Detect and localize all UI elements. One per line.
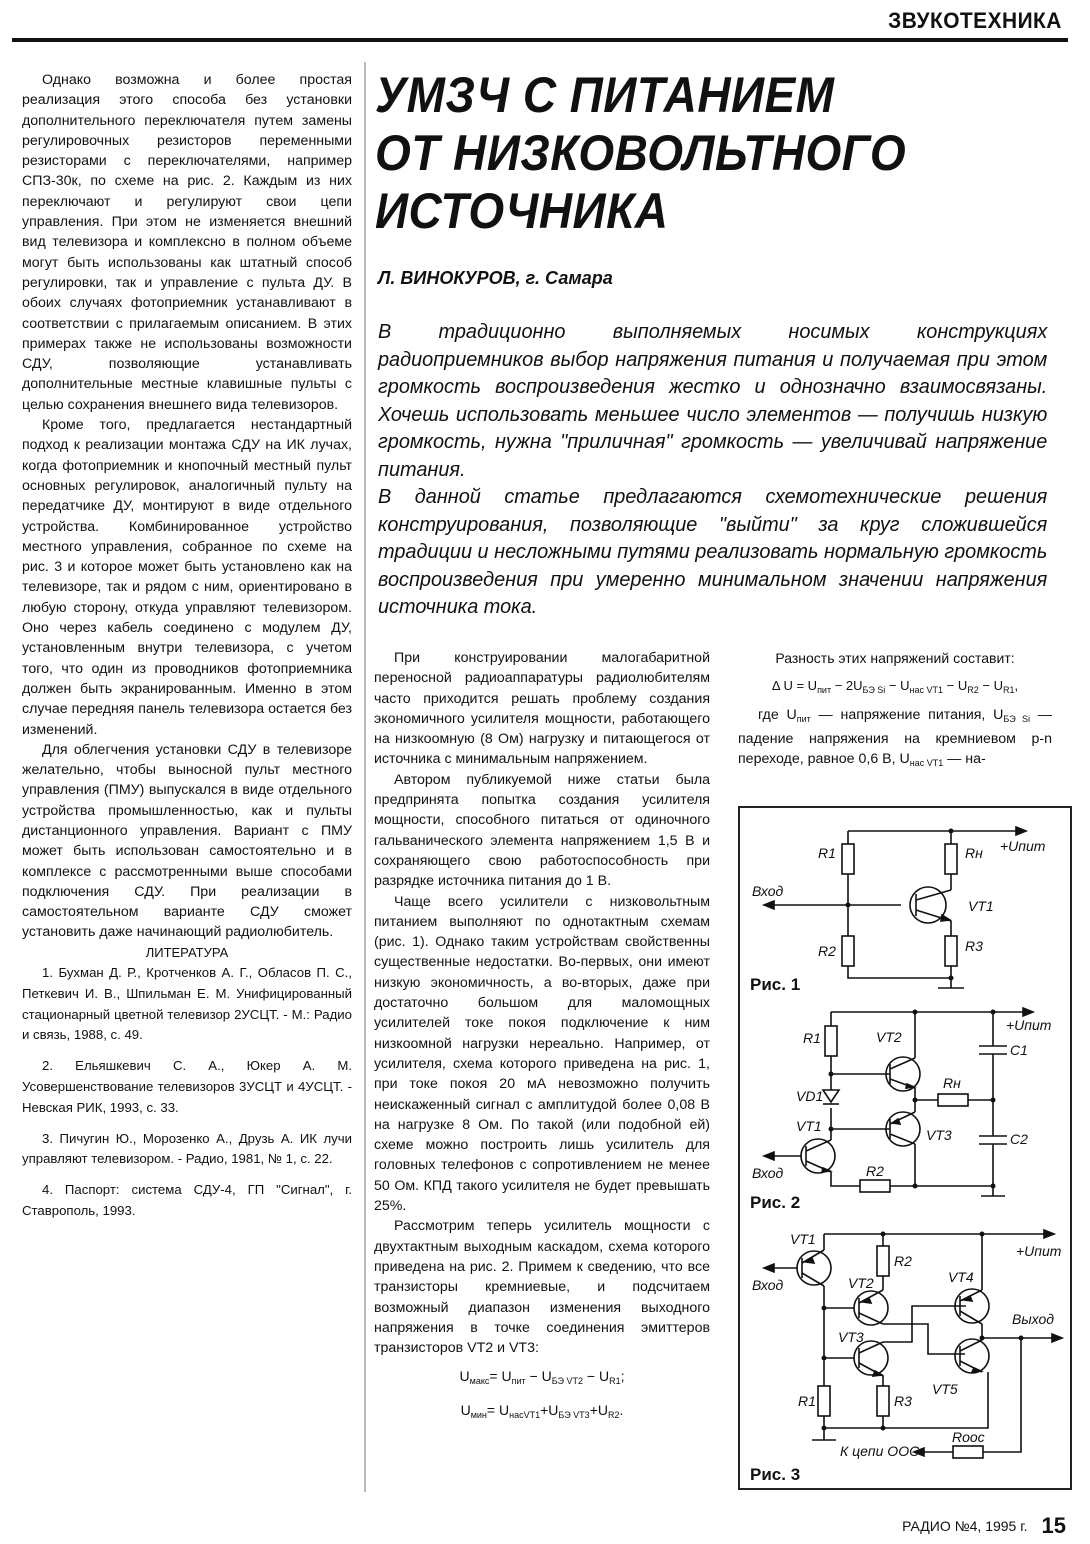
formula-end: ;	[620, 1368, 625, 1385]
label-vt2: VT2	[848, 1275, 874, 1291]
formula-term: U	[541, 1368, 552, 1385]
transistor-vt3	[854, 1341, 888, 1376]
transistor-vt1	[797, 1250, 831, 1286]
label-roos: Rоос	[952, 1429, 985, 1445]
page-footer	[902, 1513, 1066, 1539]
header-rule	[12, 38, 1068, 42]
formula-term: − 2U	[831, 678, 863, 694]
label-r1: R1	[803, 1030, 821, 1046]
label-r2: R2	[866, 1163, 884, 1179]
paragraph: Автором публикуемой ниже статьи была предпринята попытка создания усилителя мощности, способного питаться от одиночного гальванического элемента напряжением 1,5 В и сохраняющего свою работоспособность при разрядке источника питания до 1 В.	[374, 771, 710, 890]
text: — напряжение питания, U	[810, 706, 1004, 723]
paragraph: При конструировании малогабаритной переносной радиоаппаратуры радиолюбителям часто приходится решать проблему создания экономичного усилителя мощности, работающего на низкоомную (8 Ом) нагрузку и питающегося от источника с минимальным напряжением.	[374, 650, 710, 768]
label-c2: C2	[1010, 1131, 1028, 1147]
text: — падение напряжения на кремниевом p-n переходе, равное 0,6 В, U	[738, 706, 1052, 768]
figure-2-schematic	[738, 998, 1072, 1216]
label-r2: R2	[894, 1253, 912, 1269]
title-line: ОТ НИЗКОВОЛЬТНОГО	[375, 125, 907, 181]
paragraph: Рассмотрим теперь усилитель мощности с двухтактным выходным каскадом, схема которого приведена на рис. 2. Примем к сведению, что все транзисторы кремниевые, и подсчитаем возможный диапазон изменения выходного напряжения в точке соединения эмиттеров транзисторов VT2 и VT3:	[374, 1218, 710, 1357]
wires	[764, 1230, 1062, 1456]
formula-end: .	[619, 1401, 624, 1418]
resistor-roos	[953, 1446, 983, 1458]
text: — на-	[943, 751, 986, 768]
formula-term: U	[597, 1401, 608, 1418]
journal-issue: РАДИО №4, 1995 г.	[902, 1518, 1028, 1534]
label-vt4: VT4	[948, 1269, 974, 1285]
formula-sub: пит	[511, 1376, 526, 1387]
formula-delta	[738, 676, 1052, 700]
author-byline: Л. ВИНОКУРОВ, г. Самара	[378, 268, 613, 288]
reference-item: 1. Бухман Д. Р., Кротченков А. Г., Обласов П. С., Петкевич И. В., Шпильман Е. М. Унифицированный стационарный цветной телевизор 2УСЦТ. - М.: Радио и связь, 1988, с. 49.	[22, 965, 352, 1043]
formula-term: − U	[943, 678, 968, 694]
label-vt1: VT1	[790, 1231, 816, 1247]
formula-term: U	[498, 1401, 510, 1418]
formula-sub: R1	[609, 1376, 621, 1387]
formula-term: U	[459, 1368, 470, 1385]
label-input: Вход	[752, 1165, 784, 1181]
paragraph	[738, 705, 1052, 774]
resistor-r3	[877, 1386, 889, 1416]
article-title	[375, 66, 906, 240]
formula-term: Δ U = U	[771, 678, 818, 694]
label-r2: R2	[818, 943, 836, 959]
label-vt2: VT2	[876, 1029, 902, 1045]
label-supply: +Uпит	[1006, 1017, 1052, 1033]
resistor-r2	[877, 1246, 889, 1276]
transistor-vt4	[955, 1289, 989, 1324]
diode-vd1	[823, 1090, 839, 1104]
formula-sub: мин	[470, 1409, 487, 1420]
transistor-vt2	[854, 1290, 888, 1325]
literature-heading: ЛИТЕРАТУРА	[145, 944, 229, 960]
formula-sub: R1	[1002, 685, 1015, 696]
formula-term: U	[598, 1368, 610, 1385]
label-supply: +Uпит	[1016, 1243, 1062, 1259]
figure-caption: Рис. 1	[750, 975, 801, 994]
formula-term: U	[460, 1401, 471, 1418]
middle-column	[374, 648, 710, 1429]
figure-caption: Рис. 2	[750, 1193, 801, 1212]
label-r1: R1	[818, 845, 836, 861]
label-output: Выход	[1012, 1311, 1055, 1327]
title-line: ИСТОЧНИКА	[375, 183, 669, 239]
figure-1-schematic	[738, 806, 1072, 996]
resistor-r2	[842, 936, 854, 966]
article-lead	[378, 318, 1047, 621]
label-vt1: VT1	[796, 1118, 822, 1134]
formula-sub: пит	[796, 713, 811, 724]
formula-term: − U	[885, 678, 910, 694]
left-column	[22, 70, 352, 1232]
formula-term: U	[501, 1368, 512, 1385]
figure-3-schematic	[738, 1218, 1072, 1490]
formula-sub: нас VT1	[909, 685, 944, 696]
resistor-r1	[825, 1026, 837, 1056]
paragraph: Для облегчения установки СДУ в телевизоре желательно, чтобы выносной пульт местного управления (ПМУ) выпускался в виде отдельного устройства промышленностью, как и пульты дистанционного управления. Вариант с ПМУ может быть использован самостоятельно и в комплексе с рассмотренными выше способами подключения СДУ. При реализации в самостоятельном варианте СДУ сможет установить даже начинающий радиолюбитель.	[22, 741, 352, 941]
transistor-vt5	[955, 1339, 989, 1373]
resistor-rn	[938, 1094, 968, 1106]
reference-item: 2. Ельяшкевич С. А., Юкер А. М. Усовершенствование телевизоров 3УСЦТ и 4УСЦТ. - Невская РИК, 1993, с. 33.	[22, 1058, 352, 1115]
section-header: ЗВУКОТЕХНИКА	[888, 8, 1062, 33]
formula-sub: R2	[608, 1409, 620, 1420]
label-c1: C1	[1010, 1042, 1028, 1058]
formula-sub: БЭ Si	[862, 685, 886, 696]
paragraph: Чаще всего усилители с низковольтным питанием выполняют по однотактным схемам (рис. 1). Однако таким устройствам свойственны существенные недостатки. Во-первых, они имеют низкую экономичность, а во-вторых, даже при достаточно большом для маломощных усилителей токе покоя подключение к ним низкоомной нагрузки нереально. Например, от усилителя, схема которого приведена на рис. 1, при токе покоя 20 мА невозможно получить неискаженный сигнал с амплитудой более 0,08 В на нагрузке 8 Ом. По такой (или подобной ей) схеме можно построить лишь усилитель для головных телефонов с сопротивлением не менее 50 Ом. КПД такого усилителя не будет превышать 25%.	[374, 893, 710, 1215]
resistor-r3	[945, 936, 957, 966]
text: где U	[758, 706, 797, 723]
resistor-r2	[860, 1180, 890, 1192]
paragraph: Кроме того, предлагается нестандартный подход к реализации монтажа СДУ на ИК лучах, когда фотоприемник и кнопочный местный пульт основных регулировок, аналогичный пульту на передатчике ДУ, монтируют в виде отдельного устройства. Комбинированное устройство местного управления, собранное по схеме на рис. 3 и которое может быть установлено как на телевизоре, так и рядом с ним, ориентировано в любую сторону, откуда управляют телевизором. Оно через кабель соединено с модулем ДУ, установленным внутри телевизора, с учетом того, что один из проводников фотоприемника должен быть экранированным. Именно в этом случае передняя панель телевизора остается без изменений.	[22, 417, 352, 738]
transistor-vt1	[801, 1139, 835, 1173]
label-r3: R3	[965, 938, 983, 954]
reference-item: 4. Паспорт: система СДУ-4, ГП "Сигнал", г. Ставрополь, 1993.	[22, 1182, 352, 1219]
label-vt1: VT1	[968, 898, 994, 914]
title-line: УМЗЧ С ПИТАНИЕМ	[375, 67, 835, 123]
page-number: 15	[1041, 1513, 1066, 1538]
paragraph: Однако возможна и более простая реализация этого способа без установки дополнительного переключателя путем замены регулировочных резисторов переменными резисторами с переключателями, например СПЗ-30к, по схеме на рис. 2. Каждым из них переключают и регулируют свои цепи управления. При этом не изменяется внешний вид телевизора и комплексно в полном объеме могут быть использованы как штатный способ регулировки, так и управление с пульта ДУ. В обоих случаях фотоприемник устанавливают в соответствии с прилагаемым описанием. В этих примерах также не использованы возможности СДУ, позволяющие устанавливать дополнительные местные клавишные пульты с целью сохранения внешнего вида телевизоров.	[22, 72, 352, 413]
formula-sub: макс	[469, 1376, 490, 1387]
reference-item: 3. Пичугин Ю., Морозенко А., Друзь А. ИК лучи управляют телевизором. - Радио, 1981, № 1, с. 22.	[22, 1130, 352, 1167]
lead-paragraph: В традиционно выполняемых носимых конструкциях радиоприемников выбор напряжения питания и получаемая при этом громкость воспроизведения жестко и однозначно взаимосвязаны. Хочешь использовать меньшее число элементов — получишь низкую громкость, нужна "приличная" громкость — увеличивай напряжение питания.	[378, 320, 1048, 481]
formula-sub: БЭ VT2	[551, 1376, 583, 1387]
resistor-rn	[945, 844, 957, 874]
transistor-vt3	[886, 1112, 920, 1146]
label-vd1: VD1	[796, 1088, 824, 1104]
label-r3: R3	[894, 1393, 912, 1409]
resistor-r1	[818, 1386, 830, 1416]
paragraph: Разность этих напряжений составит:	[775, 650, 1015, 666]
formula-term: − U	[978, 678, 1003, 694]
formula-sub: БЭ Si	[1003, 713, 1031, 724]
formula-end: ,	[1014, 678, 1019, 694]
formula-sub: БЭ VT3	[558, 1409, 590, 1420]
transistor-vt1	[910, 887, 951, 923]
label-vt5: VT5	[932, 1381, 958, 1397]
figure-caption: Рис. 3	[750, 1465, 801, 1484]
column-divider	[364, 62, 366, 1492]
formula-sub: R2	[967, 685, 979, 696]
label-input: Вход	[752, 883, 784, 899]
formula-sub: пит	[817, 685, 832, 696]
formula-sub: насVT1	[509, 1409, 541, 1420]
label-supply: +Uпит	[1000, 838, 1046, 854]
right-column	[738, 648, 1052, 773]
formula-term: U	[548, 1401, 559, 1418]
label-vt3: VT3	[926, 1127, 952, 1143]
label-input: Вход	[752, 1277, 784, 1293]
transistor-vt2	[886, 1057, 920, 1091]
junction-dots	[829, 1010, 996, 1189]
resistor-r1	[842, 844, 854, 874]
formula-sub: нас VT1	[909, 758, 944, 769]
label-rn: Rн	[943, 1075, 961, 1091]
formula-umin: $U_{мин}= U_{насVT1}+U_{БЭ VT3}+U_{R2}$.	[460, 1401, 624, 1420]
label-r1: R1	[798, 1393, 816, 1409]
formula-umax: $U_{макс}= U_{пит} - U_{БЭ VT2} - U_{R1}$;	[459, 1368, 625, 1387]
lead-paragraph: В данной статье предлагаются схемотехнические решения конструирования, позволяющие "выйти" за круг сложившейся традиции и несложными путями реализовать нормальную громкость воспроизведения при умеренно минимальном значении напряжения источника тока.	[378, 485, 1048, 618]
label-vt3: VT3	[838, 1329, 864, 1345]
label-feedback: К цепи ООС	[840, 1443, 920, 1459]
label-rn: Rн	[965, 845, 983, 861]
